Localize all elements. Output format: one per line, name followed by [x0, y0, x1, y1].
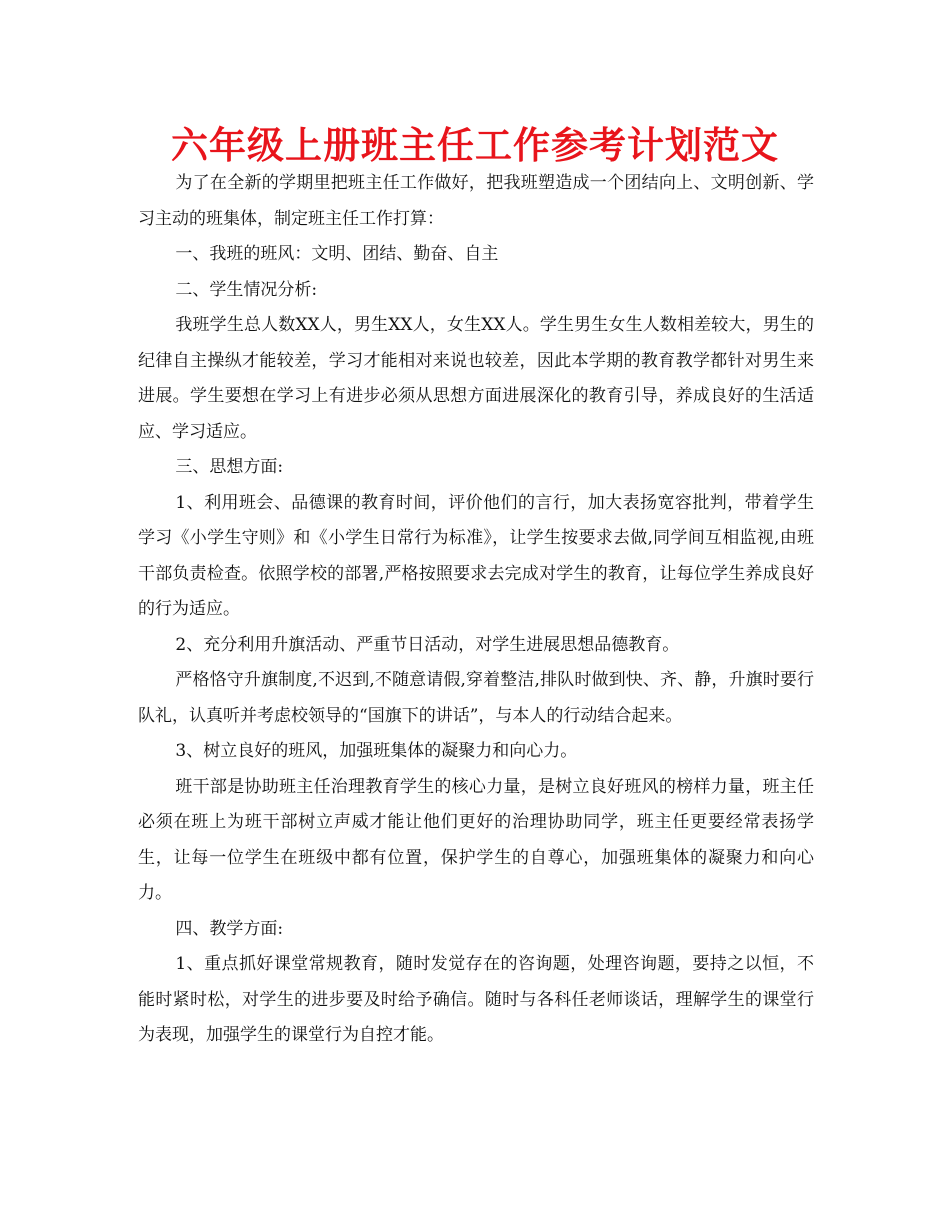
heading-student-analysis: 二、学生情况分析: — [175, 279, 318, 300]
document-title: 六年级上册班主任工作参考计划范文 — [171, 124, 779, 167]
document-body — [138, 166, 814, 1054]
paragraph-intro: 为了在全新的学期里把班主任工作做好，把我班塑造成一个团结向上、文明创新、学习主动的班集体，制定班主任工作打算： — [138, 173, 814, 229]
paragraph-ideology-2: 2、充分利用升旗活动、严重节日活动，对学生进展思想品德教育。 — [175, 634, 680, 655]
heading-ideology: 三、思想方面: — [175, 457, 284, 477]
paragraph-class-style: 一、我班的班风：文明、团结、勤奋、自主 — [175, 244, 499, 264]
paragraph-teaching-1: 1、重点抓好课堂常规教育，随时发觉存在的咨询题，处理咨询题，要持之以恒，不能时紧时松，对学生的进步要及时给予确信。随时与各科任老师谈话，理解学生的课堂行为表现，加强学生的课堂行为自控才能。 — [138, 954, 814, 1045]
heading-teaching: 四、教学方面: — [175, 918, 284, 939]
paragraph-ideology-3: 3、树立良好的班风，加强班集体的凝聚力和向心力。 — [175, 741, 578, 761]
paragraph-class-cadres: 班干部是协助班主任治理教育学生的核心力量，是树立良好班风的榜样力量，班主任必须在班上为班干部树立声威才能让他们更好的治理协助同学，班主任更要经常表扬学生，让每一位学生在班级中都有位置，保护学生的自尊心，加强班集体的凝聚力和向心力。 — [138, 776, 814, 903]
paragraph-ideology-1: 1、利用班会、品德课的教育时间，评价他们的言行，加大表扬宽容批判，带着学生学习《小学生守则》和《小学生日常行为标准》，让学生按要求去做,同学间互相监视,由班干部负责检查。依照学校的部署,严格按照要求去完成对学生的教育，让每位学生养成良好的行为适应。 — [138, 492, 814, 619]
paragraph-flag-raising: 严格恪守升旗制度,不迟到,不随意请假,穿着整洁,排队时做到快、齐、静，升旗时要行队礼，认真听并考虑校领导的“国旗下的讲话”，与本人的行动结合起来。 — [138, 670, 814, 726]
paragraph-student-analysis: 我班学生总人数XX人，男生XX人，女生XX人。学生男生女生人数相差较大，男生的纪律自主操纵才能较差，学习才能相对来说也较差，因此本学期的教育教学都针对男生来进展。学生要想在学习上有进步必须从思想方面进展深化的教育引导，养成良好的生活适应、学习适应。 — [138, 315, 814, 442]
